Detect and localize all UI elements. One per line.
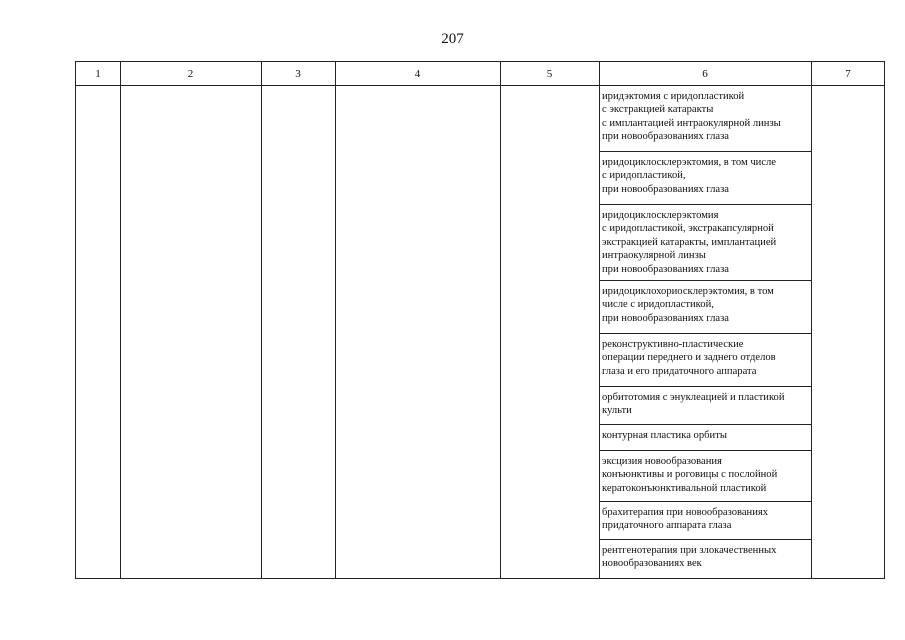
table-cell: иридоциклосклерэктомия, в том числе с иридопластикой, при новообразованиях глаза bbox=[599, 152, 811, 205]
table-cell: реконструктивно-пластические операции переднего и заднего отделов глаза и его придаточного аппарата bbox=[599, 334, 811, 387]
column-header-3: 3 bbox=[295, 67, 301, 80]
column-header-1: 1 bbox=[95, 67, 101, 80]
column-divider bbox=[500, 62, 501, 578]
column-divider bbox=[120, 62, 121, 578]
column-header-5: 5 bbox=[546, 67, 553, 80]
column-divider bbox=[335, 62, 336, 578]
page-number: 207 bbox=[441, 31, 464, 47]
procedures-table bbox=[75, 61, 885, 579]
column-divider bbox=[261, 62, 262, 578]
column-6-cells bbox=[599, 86, 811, 578]
column-header-4: 4 bbox=[414, 67, 421, 80]
table-header-row bbox=[76, 62, 884, 86]
table-cell: иридэктомия с иридопластикой с экстракцией катаракты с имплантацией интраокулярной линзы при новообразованиях глаза bbox=[599, 86, 811, 152]
table-cell: иридоциклосклерэктомия с иридопластикой, экстракапсулярной экстракцией катаракты, имплантацией интраокулярной линзы при новообразованиях глаза bbox=[599, 205, 811, 281]
column-header-7: 7 bbox=[845, 67, 851, 80]
table-cell: рентгенотерапия при злокачественных новообразованиях век bbox=[602, 545, 777, 570]
column-header-6: 6 bbox=[702, 67, 708, 80]
column-divider bbox=[811, 62, 812, 578]
table-cell: иридоциклохориосклерэктомия, в том числе с иридопластикой, при новообразованиях глаза bbox=[599, 281, 811, 334]
table-cell: эксцизия новообразования конъюнктивы и роговицы с послойной кератоконъюнктивальной пластикой bbox=[599, 451, 811, 502]
table-cell: контурная пластика орбиты bbox=[599, 425, 811, 451]
table-cell: орбитотомия с энуклеацией и пластикой культи bbox=[599, 387, 811, 425]
column-header-2: 2 bbox=[187, 67, 194, 80]
table-cell: брахитерапия при новообразованиях придаточного аппарата глаза bbox=[599, 502, 811, 540]
